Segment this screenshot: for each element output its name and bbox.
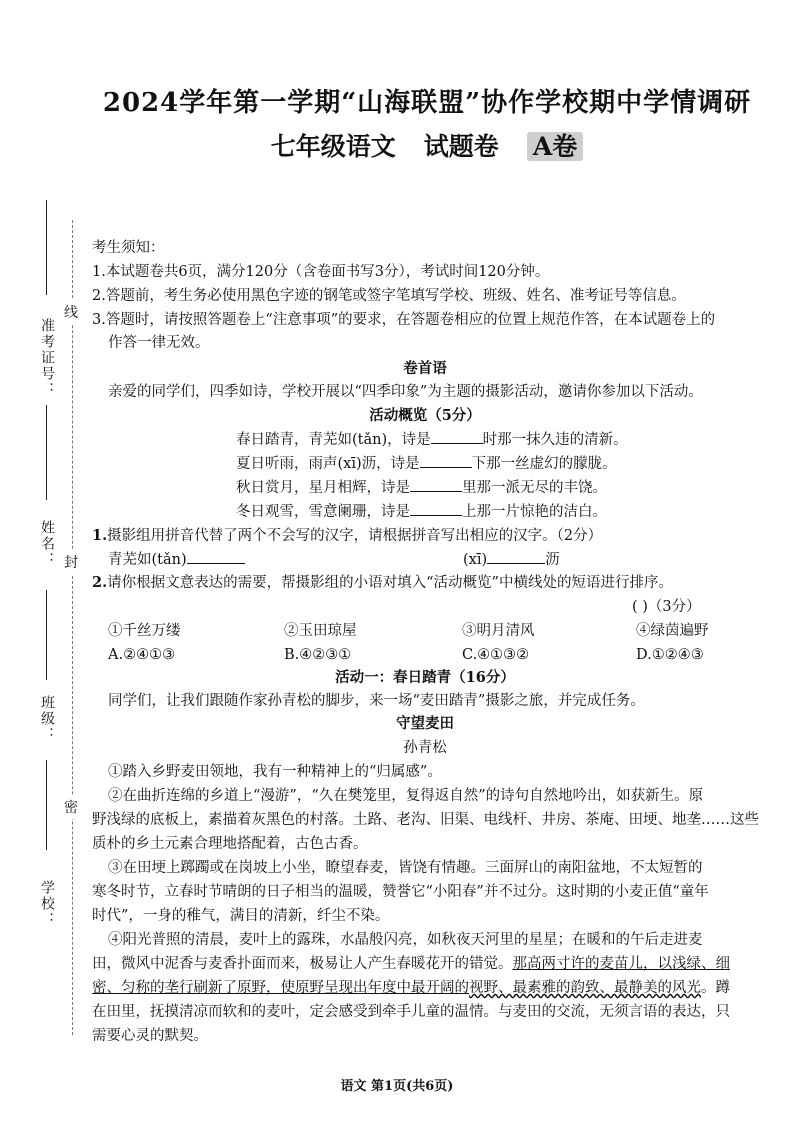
underlined-sentence-cont: 密、匀称的垄行刷新了原野， bbox=[92, 980, 281, 996]
paragraph-4-line-5: 需要心灵的默契。 bbox=[92, 1028, 208, 1044]
q2-option-2: ②玉田琼屋 bbox=[284, 623, 357, 639]
q2-option-3: ③明月清风 bbox=[462, 623, 535, 639]
notice-item-3: 3.答题时，请按照答题卷上“注意事项”的要求，在答题卷相应的位置上规范作答，在本试题卷上的 bbox=[92, 312, 716, 328]
overview-line-2-b: 下那一丝虚幻的朦胧。 bbox=[471, 456, 617, 472]
question-2-number: 2. bbox=[92, 574, 108, 591]
paper-version-badge: A卷 bbox=[527, 132, 583, 161]
exam-subtitle bbox=[60, 127, 794, 163]
subtitle-grade: 七年级语文 bbox=[270, 132, 396, 161]
name-label: 姓名： bbox=[39, 520, 55, 568]
exam-no-write-line bbox=[46, 200, 47, 295]
overview-line-2 bbox=[236, 453, 617, 475]
article-title: 守望麦田 bbox=[396, 715, 454, 732]
notice-heading: 考生须知： bbox=[92, 240, 165, 256]
notice-item-2: 2.答题前，考生务必使用黑色字迹的钢笔或签字笔填写学校、班级、姓名、准考证号等信息。 bbox=[92, 288, 686, 304]
question-2 bbox=[92, 572, 673, 594]
q1-item-b-tail: 沥 bbox=[545, 552, 560, 568]
q2-choice-c: C.④①③② bbox=[462, 647, 530, 663]
overview-line-4-a: 冬日观雪，雪意阑珊，诗是 bbox=[236, 504, 410, 520]
activity-1-heading: 活动一：春日踏青（16分） bbox=[335, 669, 515, 686]
question-2-text: 请你根据文意表达的需要，帮摄影组的小语对填入“活动概览”中横线处的短语进行排序。 bbox=[107, 575, 673, 591]
paragraph-3-line-3: 时代”，一身的稚气，满目的清新，纤尘不染。 bbox=[92, 908, 390, 924]
overview-line-1-b: 时那一抹久违的清新。 bbox=[482, 432, 628, 448]
question-1-blank-a bbox=[108, 549, 245, 571]
class-write-line bbox=[46, 590, 47, 680]
school-write-line bbox=[46, 760, 47, 850]
paragraph-4-line-3-tail: 。蹲 bbox=[701, 980, 730, 996]
exam-title: 2024学年第一学期“山海联盟”协作学校期中学情调研 bbox=[102, 88, 752, 118]
q2-choice-d: D.①②④③ bbox=[636, 647, 704, 663]
subtitle-paper: 试题卷 bbox=[423, 132, 499, 161]
q1-item-b: (xī) bbox=[463, 552, 488, 568]
preface-heading: 卷首语 bbox=[403, 360, 447, 377]
question-1-number: 1. bbox=[92, 527, 108, 544]
paragraph-3-line-1: ③在田埂上踯躅或在岗坡上小坐，瞭望春麦，皆饶有情趣。三面屏山的南阳盆地，不太短暂的 bbox=[108, 860, 703, 876]
question-1 bbox=[92, 525, 602, 547]
page-footer: 语文 第1页(共6页) bbox=[340, 1079, 454, 1094]
answer-blank bbox=[420, 453, 472, 468]
overview-line-2-a: 夏日听雨，雨声(xī)沥，诗是 bbox=[236, 456, 420, 472]
overview-line-1-a: 春日踏青，青芜如(tǎn)，诗是 bbox=[236, 432, 431, 448]
q2-option-1: ①千丝万缕 bbox=[108, 623, 181, 639]
question-1-blank-b bbox=[463, 549, 560, 571]
activity-1-intro: 同学们，让我们跟随作家孙青松的脚步，来一场“麦田踏青”摄影之旅，并完成任务。 bbox=[108, 693, 645, 709]
q2-choice-b: B.④②③① bbox=[284, 647, 352, 663]
paragraph-4-line-3 bbox=[92, 977, 730, 999]
exam-no-label: 准考证号： bbox=[39, 318, 55, 398]
answer-blank bbox=[487, 549, 545, 564]
overview-line-3-a: 秋日赏月，星月相辉，诗是 bbox=[236, 480, 410, 496]
paragraph-1: ①踏入乡野麦田领地，我有一种精神上的“归属感”。 bbox=[108, 764, 442, 780]
underlined-sentence: 那高两寸许的麦苗儿，以浅绿、细 bbox=[512, 956, 730, 972]
paragraph-2-line-3: 质朴的乡土元素合理地搭配着，古色古香。 bbox=[92, 836, 368, 852]
overview-line-1 bbox=[236, 429, 628, 451]
underlined-sentence-cont-2: 使原野呈现出年度中最开阔的 bbox=[280, 980, 469, 996]
paragraph-4-line-2-a: 田，微风中泥香与麦香扑面而来，极易让人产生春暖花开的错觉。 bbox=[92, 956, 513, 972]
answer-blank bbox=[410, 501, 462, 516]
overview-line-4-b: 上那一片惊艳的洁白。 bbox=[462, 504, 607, 520]
paragraph-2-line-2: 野浅绿的底板上，素描着灰黑色的村落。土路、老沟、旧渠、电线杆、井房、茶庵、田埂、地垄……这些 bbox=[92, 812, 759, 828]
name-write-line bbox=[46, 405, 47, 500]
q2-choice-a: A.②④①③ bbox=[108, 647, 176, 663]
binding-dashed-line bbox=[72, 220, 73, 1035]
paragraph-3-line-2: 寒冬时节，立春时节晴朗的日子相当的温暖，赞誉它“小阳春”并不过分。这时期的小麦正值“童年 bbox=[92, 884, 709, 900]
paragraph-4-line-1: ④阳光普照的清晨，麦叶上的露珠，水晶般闪亮，如秋夜天河里的星星；在暖和的午后走进麦 bbox=[108, 932, 703, 948]
class-label: 班级： bbox=[39, 695, 55, 743]
notice-item-3-cont: 作答一律无效。 bbox=[108, 335, 210, 351]
overview-line-4 bbox=[236, 501, 607, 523]
q1-item-a: 青芜如(tǎn) bbox=[108, 552, 187, 568]
answer-blank bbox=[187, 549, 245, 564]
notice-item-1: 1.本试题卷共6页，满分120分（含卷面书写3分），考试时间120分钟。 bbox=[92, 264, 550, 280]
seal-close-char: 密 bbox=[64, 795, 78, 819]
question-1-text: 摄影组用拼音代替了两个不会写的汉字，请根据拼音写出相应的汉字。（2分） bbox=[107, 528, 603, 544]
wavy-underlined-phrase: 视野、最素雅的韵致、最静美的风光 bbox=[469, 980, 701, 996]
seal-fold-char: 封 bbox=[64, 550, 78, 574]
article-author: 孙青松 bbox=[403, 740, 447, 756]
paragraph-4-line-4: 在田里，抚摸清凉而软和的麦叶，定会感受到牵手儿童的温情。与麦田的交流，无须言语的表达，只 bbox=[92, 1004, 730, 1020]
seal-line-char: 线 bbox=[64, 300, 78, 324]
question-2-score: ( )（3分） bbox=[632, 599, 701, 615]
paragraph-2-line-1: ②在曲折连绵的乡道上“漫游”，“久在樊笼里，复得返自然”的诗句自然地吟出，如获新生。原 bbox=[108, 788, 704, 804]
answer-blank bbox=[410, 477, 462, 492]
overview-heading: 活动概览（5分） bbox=[369, 407, 481, 424]
overview-line-3-b: 里那一派无尽的丰饶。 bbox=[462, 480, 607, 496]
q2-option-4: ④绿茵遍野 bbox=[636, 623, 709, 639]
overview-line-3 bbox=[236, 477, 607, 499]
school-label: 学校： bbox=[39, 880, 55, 928]
answer-blank bbox=[431, 429, 483, 444]
paragraph-4-line-2 bbox=[92, 953, 730, 975]
preface-text: 亲爱的同学们，四季如诗，学校开展以“四季印象”为主题的摄影活动，邀请你参加以下活动。 bbox=[108, 384, 703, 400]
